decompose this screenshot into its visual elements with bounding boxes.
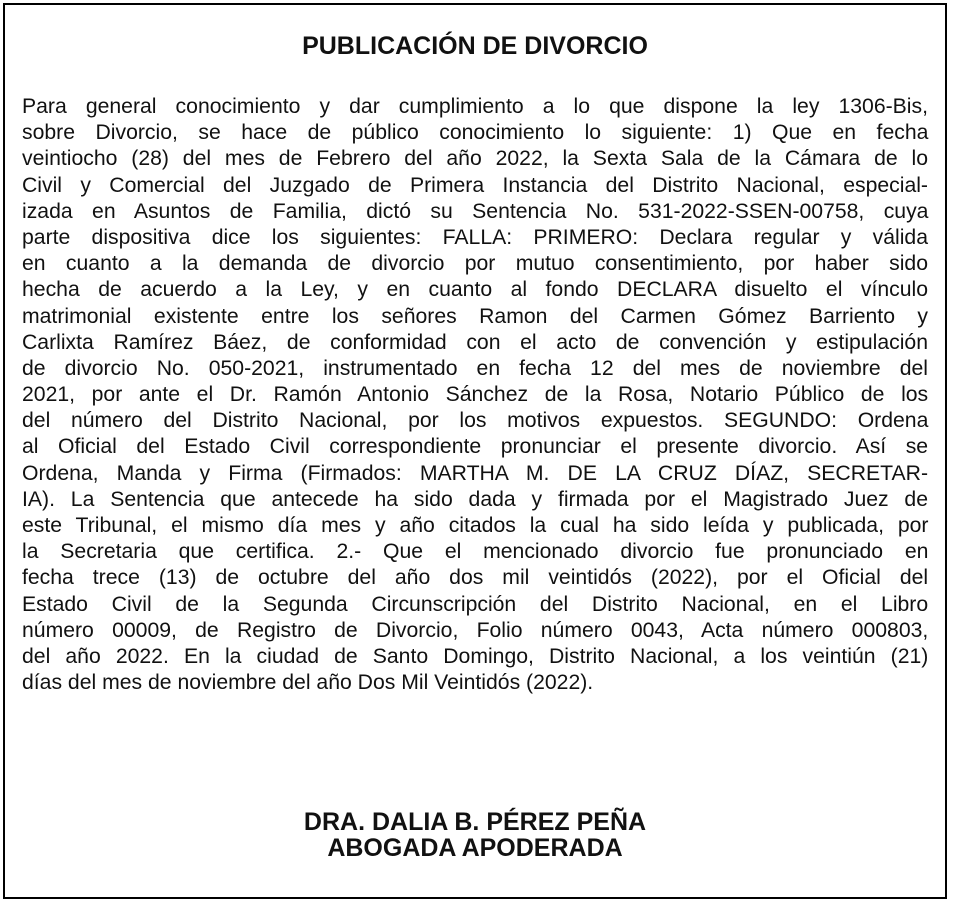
- body-line: hecha de acuerdo a la Ley, y en cuanto al fondo DECLARA disuelto el vínculo: [22, 278, 928, 302]
- notice-frame: [3, 3, 947, 899]
- body-line: Para general conocimiento y dar cumplimiento a lo que dispone la ley 1306-Bis,: [22, 95, 928, 118]
- body-line: parte dispositiva dice los siguientes: FALLA: PRIMERO: Declara regular y válida: [22, 225, 928, 249]
- body-line: IA). La Sentencia que antecede ha sido dada y firmada por el Magistrado Juez de: [22, 487, 928, 511]
- body-line: 2021, por ante el Dr. Ramón Antonio Sánchez de la Rosa, Notario Público de los: [22, 383, 929, 407]
- body-line: del número del Distrito Nacional, por los motivos expuestos. SEGUNDO: Ordena: [22, 409, 929, 433]
- body-line: este Tribunal, el mismo día mes y año citados la cual ha sido leída y publicada, por: [22, 514, 929, 537]
- body-line: número 00009, de Registro de Divorcio, Folio número 0043, Acta número 000803,: [22, 618, 929, 642]
- body-line: Ordena, Manda y Firma (Firmados: MARTHA M. DE LA CRUZ DÍAZ, SECRETAR-: [22, 461, 928, 485]
- body-line: izada en Asuntos de Familia, dictó su Sentencia No. 531-2022-SSEN-00758, cuya: [22, 199, 929, 223]
- notice-title: PUBLICACIÓN DE DIVORCIO: [302, 32, 648, 60]
- body-line: sobre Divorcio, se hace de público conocimiento lo siguiente: 1) Que en fecha: [22, 121, 929, 145]
- body-line: Carlixta Ramírez Báez, de conformidad con el acto de convención y estipulación: [22, 330, 928, 354]
- signature-name: DRA. DALIA B. PÉREZ PEÑA: [303, 808, 647, 836]
- body-line: la Secretaria que certifica. 2.- Que el mencionado divorcio fue pronunciado en: [22, 540, 929, 564]
- body-line: de divorcio No. 050-2021, instrumentado en fecha 12 del mes de noviembre del: [22, 356, 928, 380]
- body-line: matrimonial existente entre los señores Ramon del Carmen Gómez Barriento y: [22, 304, 928, 328]
- signature-role: ABOGADA APODERADA: [327, 834, 623, 862]
- body-line: Estado Civil de la Segunda Circunscripción del Distrito Nacional, en el Libro: [22, 592, 929, 616]
- notice-body: [22, 94, 928, 696]
- body-line: Civil y Comercial del Juzgado de Primera Instancia del Distrito Nacional, especial-: [22, 173, 928, 197]
- body-line: veintiocho (28) del mes de Febrero del año 2022, la Sexta Sala de la Cámara de lo: [22, 147, 928, 171]
- signature-block: [5, 809, 945, 861]
- body-line: al Oficial del Estado Civil correspondiente pronunciar el presente divorcio. Así se: [22, 435, 929, 459]
- body-line: del año 2022. En la ciudad de Santo Domingo, Distrito Nacional, a los veintiún (21): [22, 644, 929, 668]
- body-line: en cuanto a la demanda de divorcio por mutuo consentimiento, por haber sido: [22, 252, 928, 276]
- body-line: días del mes de noviembre del año Dos Mil Veintidós (2022).: [22, 671, 594, 695]
- body-line: fecha trece (13) de octubre del año dos mil veintidós (2022), por el Oficial del: [22, 566, 929, 590]
